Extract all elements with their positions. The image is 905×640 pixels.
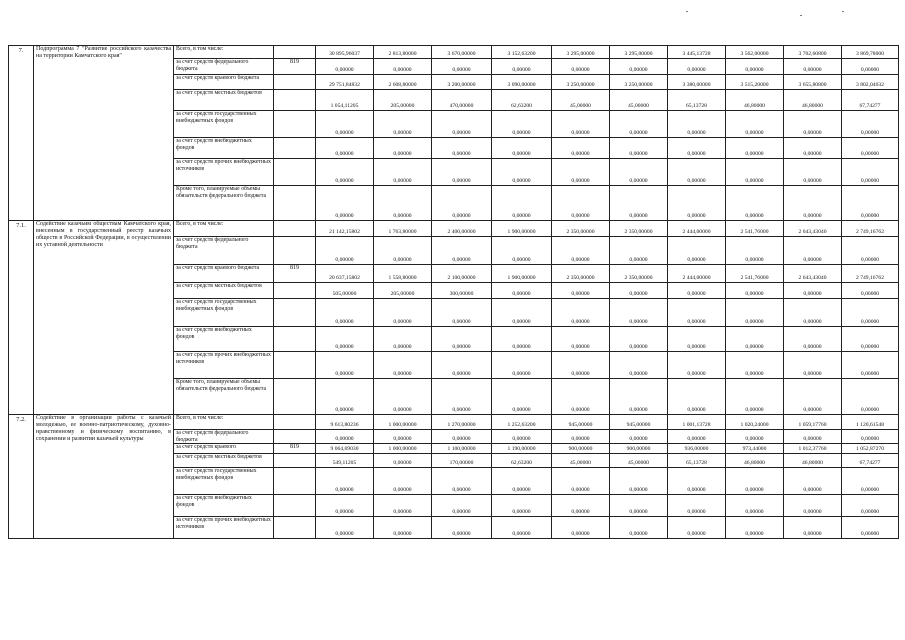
amount-cell: 3 515,20000: [726, 75, 784, 90]
amount-cell: 0,00000: [726, 352, 784, 379]
amount-cell: 0,00000: [784, 299, 842, 327]
amount-cell: 0,00000: [610, 159, 668, 186]
amount-cell: 0,00000: [784, 327, 842, 352]
funding-source: за счет средств местных бюджетов: [174, 454, 274, 468]
funding-source: за счет средств государственных внебюджетных фондов: [174, 299, 274, 327]
budget-code-cell: [274, 444, 316, 454]
amount-cell: 0,00000: [316, 352, 374, 379]
amount-cell: 0,00000: [610, 111, 668, 138]
amount-cell: 0,00000: [552, 430, 610, 444]
amount-cell: 0,00000: [552, 299, 610, 327]
amount-cell: 2 444,00000: [668, 265, 726, 283]
amount-cell: 0,00000: [726, 186, 784, 221]
amount-cell: 0,00000: [668, 138, 726, 159]
amount-cell: 0,00000: [784, 468, 842, 495]
amount-cell: 1 900,00000: [492, 265, 552, 283]
amount-cell: 0,00000: [374, 237, 432, 265]
amount-cell: 0,00000: [432, 430, 492, 444]
budget-code-cell: [274, 327, 316, 352]
amount-cell: 0,00000: [432, 352, 492, 379]
amount-cell: 0,00000: [492, 138, 552, 159]
amount-cell: 0,00000: [668, 237, 726, 265]
amount-cell: 0,00000: [842, 299, 899, 327]
amount-cell: 2 608,80000: [374, 75, 432, 90]
budget-code-cell: [274, 111, 316, 138]
amount-cell: 2 541,76000: [726, 265, 784, 283]
funding-source: за счет средств государственных внебюджетных фондов: [174, 111, 274, 138]
amount-cell: 0,00000: [610, 283, 668, 299]
amount-cell: 0,00000: [432, 379, 492, 415]
amount-cell: 0,00000: [726, 299, 784, 327]
amount-cell: 20 637,15802: [316, 265, 374, 283]
amount-cell: 0,00000: [610, 517, 668, 539]
amount-cell: 0,00000: [552, 468, 610, 495]
amount-cell: 0,00000: [374, 430, 432, 444]
amount-cell: 1 120,61548: [842, 415, 899, 430]
program-name: Содействие в организации работы с казачьей молодежью, ее военно-патриотическому, духовно-нравственному и физическому воспитанию, в сохранении и развитии казачьей культуры: [34, 415, 174, 539]
amount-cell: 0,00000: [610, 495, 668, 517]
scan-speck: [800, 15, 802, 16]
amount-cell: 2 643,43040: [784, 221, 842, 237]
amount-cell: 2 100,00000: [432, 265, 492, 283]
amount-cell: 1 052,87270: [842, 444, 899, 454]
budget-code: 819: [290, 265, 299, 271]
amount-cell: 3 295,00000: [552, 46, 610, 59]
amount-cell: 0,00000: [784, 283, 842, 299]
budget-code-cell: [274, 237, 316, 265]
amount-cell: 0,00000: [552, 352, 610, 379]
amount-cell: 936,00000: [668, 444, 726, 454]
amount-cell: 0,00000: [316, 111, 374, 138]
funding-source: за счет средств краевого бюджета: [174, 265, 274, 283]
amount-cell: 1 270,00000: [432, 415, 492, 430]
funding-source: за счет средств прочих внебюджетных источников: [174, 159, 274, 186]
amount-cell: 0,00000: [316, 237, 374, 265]
amount-cell: 0,00000: [726, 138, 784, 159]
amount-cell: 0,00000: [552, 186, 610, 221]
amount-cell: 1 190,00000: [492, 444, 552, 454]
amount-cell: 0,00000: [610, 379, 668, 415]
amount-cell: 0,00000: [552, 237, 610, 265]
amount-cell: 1 020,24000: [726, 415, 784, 430]
amount-cell: 0,00000: [316, 468, 374, 495]
funding-source: за счет средств федерального бюджета: [174, 430, 274, 444]
amount-cell: 0,00000: [726, 59, 784, 75]
amount-cell: 0,00000: [610, 327, 668, 352]
amount-cell: 0,00000: [842, 237, 899, 265]
amount-cell: 205,00000: [374, 90, 432, 111]
amount-cell: 1 054,11205: [316, 90, 374, 111]
amount-cell: 0,00000: [492, 495, 552, 517]
amount-cell: 0,00000: [842, 186, 899, 221]
amount-cell: 0,00000: [492, 327, 552, 352]
amount-cell: 45,00000: [552, 454, 610, 468]
budget-code-cell: [274, 159, 316, 186]
amount-cell: 170,00000: [432, 454, 492, 468]
amount-cell: 2 749,16762: [842, 221, 899, 237]
amount-cell: 505,00000: [316, 283, 374, 299]
amount-cell: 3 655,80800: [784, 75, 842, 90]
amount-cell: 0,00000: [316, 379, 374, 415]
amount-cell: 0,00000: [668, 430, 726, 444]
amount-cell: 0,00000: [784, 186, 842, 221]
funding-source: за счет средств краевого бюджета: [174, 75, 274, 90]
amount-cell: 0,00000: [842, 159, 899, 186]
budget-sheet: [8, 45, 898, 539]
amount-cell: 205,00000: [374, 283, 432, 299]
amount-cell: 30 895,96037: [316, 46, 374, 59]
budget-code-cell: [274, 46, 316, 59]
amount-cell: 29 751,84832: [316, 75, 374, 90]
amount-cell: 0,00000: [492, 283, 552, 299]
amount-cell: 0,00000: [668, 517, 726, 539]
amount-cell: 2 643,43040: [784, 265, 842, 283]
funding-source: Всего, в том числе:: [174, 415, 274, 430]
amount-cell: 0,00000: [668, 159, 726, 186]
amount-cell: 46,80000: [726, 454, 784, 468]
amount-cell: 0,00000: [374, 379, 432, 415]
amount-cell: 470,00000: [432, 90, 492, 111]
amount-cell: 0,00000: [610, 352, 668, 379]
amount-cell: 0,00000: [374, 111, 432, 138]
funding-source: Всего, в том числе:: [174, 46, 274, 59]
funding-source: за счет средств федерального бюджета: [174, 59, 274, 75]
budget-code: 819: [290, 444, 299, 450]
amount-cell: 65,13728: [668, 454, 726, 468]
amount-cell: 3 562,00000: [726, 46, 784, 59]
amount-cell: 973,44000: [726, 444, 784, 454]
amount-cell: 2 350,00000: [552, 221, 610, 237]
amount-cell: 21 142,15802: [316, 221, 374, 237]
amount-cell: 46,80000: [784, 454, 842, 468]
amount-cell: 3 445,13728: [668, 46, 726, 59]
amount-cell: 3 250,00000: [552, 75, 610, 90]
amount-cell: 0,00000: [726, 327, 784, 352]
scan-speck: [686, 11, 688, 12]
amount-cell: 0,00000: [374, 186, 432, 221]
amount-cell: 0,00000: [668, 379, 726, 415]
budget-code-cell: [274, 430, 316, 444]
amount-cell: 0,00000: [432, 237, 492, 265]
amount-cell: 0,00000: [316, 495, 374, 517]
amount-cell: 0,00000: [432, 468, 492, 495]
amount-cell: 1 900,00000: [492, 221, 552, 237]
amount-cell: 0,00000: [492, 468, 552, 495]
funding-source: за счет средств внебюджетных фондов: [174, 138, 274, 159]
amount-cell: 3 250,00000: [610, 75, 668, 90]
funding-source: за счет средств прочих внебюджетных источников: [174, 352, 274, 379]
budget-code-cell: [274, 468, 316, 495]
amount-cell: 45,00000: [610, 454, 668, 468]
amount-cell: 0,00000: [842, 495, 899, 517]
amount-cell: 0,00000: [784, 159, 842, 186]
amount-cell: 1 000,00000: [374, 444, 432, 454]
amount-cell: 3 090,00000: [492, 75, 552, 90]
amount-cell: 0,00000: [552, 59, 610, 75]
funding-source: за счет средств местных бюджетов: [174, 283, 274, 299]
amount-cell: 1 100,00000: [432, 444, 492, 454]
amount-cell: 2 541,76000: [726, 221, 784, 237]
amount-cell: 0,00000: [842, 111, 899, 138]
amount-cell: 0,00000: [726, 237, 784, 265]
amount-cell: 0,00000: [374, 299, 432, 327]
amount-cell: 0,00000: [726, 379, 784, 415]
amount-cell: 0,00000: [784, 237, 842, 265]
amount-cell: 0,00000: [726, 468, 784, 495]
program-name: Содействие казачьим обществам Камчатского края, внесенным в государственный реестр казачьих обществ в Российской Федерации, в осуществлении их уставной деятельности: [34, 221, 174, 415]
row-number: 7.1.: [9, 221, 34, 415]
amount-cell: 0,00000: [492, 237, 552, 265]
amount-cell: 0,00000: [316, 138, 374, 159]
amount-cell: 0,00000: [668, 468, 726, 495]
amount-cell: 3 869,78000: [842, 46, 899, 59]
row-number: 7.2.: [9, 415, 34, 539]
budget-code-cell: [274, 517, 316, 539]
amount-cell: 0,00000: [784, 379, 842, 415]
amount-cell: 1 763,80000: [374, 221, 432, 237]
amount-cell: 1 252,63200: [492, 415, 552, 430]
amount-cell: 0,00000: [668, 59, 726, 75]
budget-code-cell: [274, 283, 316, 299]
funding-source: за счет средств государственных внебюджетных фондов: [174, 468, 274, 495]
amount-cell: 0,00000: [610, 468, 668, 495]
amount-cell: 0,00000: [668, 111, 726, 138]
amount-cell: 945,00000: [610, 415, 668, 430]
amount-cell: 0,00000: [784, 352, 842, 379]
amount-cell: 0,00000: [668, 352, 726, 379]
amount-cell: 0,00000: [432, 138, 492, 159]
amount-cell: 0,00000: [668, 495, 726, 517]
amount-cell: 0,00000: [842, 379, 899, 415]
amount-cell: 0,00000: [374, 495, 432, 517]
amount-cell: 0,00000: [610, 59, 668, 75]
scan-speck: [842, 11, 844, 12]
amount-cell: 0,00000: [432, 495, 492, 517]
amount-cell: 0,00000: [726, 495, 784, 517]
amount-cell: 0,00000: [726, 159, 784, 186]
amount-cell: 900,00000: [552, 444, 610, 454]
program-name: Подпрограмма 7 "Развитие российского казачества на территории Камчатского края": [34, 46, 174, 221]
amount-cell: 0,00000: [784, 59, 842, 75]
budget-code-cell: [274, 90, 316, 111]
budget-code: 819: [290, 59, 299, 65]
amount-cell: 0,00000: [668, 186, 726, 221]
budget-code-cell: [274, 415, 316, 430]
amount-cell: 2 813,80000: [374, 46, 432, 59]
funding-source: Кроме того, планируемые объемы обязательств федерального бюджета: [174, 186, 274, 221]
amount-cell: 0,00000: [552, 517, 610, 539]
amount-cell: 0,00000: [784, 111, 842, 138]
funding-source: Кроме того, планируемые объемы обязательств федерального бюджета: [174, 379, 274, 415]
amount-cell: 1 000,00000: [374, 415, 432, 430]
amount-cell: 9 064,69030: [316, 444, 374, 454]
amount-cell: 2 350,00000: [610, 265, 668, 283]
amount-cell: 0,00000: [374, 159, 432, 186]
amount-cell: 2 350,00000: [610, 221, 668, 237]
amount-cell: 0,00000: [374, 352, 432, 379]
budget-code-cell: [274, 379, 316, 415]
amount-cell: 0,00000: [374, 468, 432, 495]
amount-cell: 0,00000: [610, 186, 668, 221]
amount-cell: 1 012,37760: [784, 444, 842, 454]
amount-cell: 0,00000: [842, 352, 899, 379]
amount-cell: 67,74277: [842, 454, 899, 468]
budget-code-cell: [274, 352, 316, 379]
amount-cell: 0,00000: [316, 430, 374, 444]
amount-cell: 0,00000: [492, 159, 552, 186]
amount-cell: 0,00000: [784, 517, 842, 539]
amount-cell: 67,74277: [842, 90, 899, 111]
amount-cell: 0,00000: [842, 283, 899, 299]
amount-cell: 0,00000: [492, 430, 552, 444]
amount-cell: 0,00000: [552, 379, 610, 415]
amount-cell: 65,13728: [668, 90, 726, 111]
amount-cell: 900,00000: [610, 444, 668, 454]
amount-cell: 0,00000: [374, 454, 432, 468]
table-row: [9, 46, 899, 59]
amount-cell: 45,00000: [610, 90, 668, 111]
amount-cell: 0,00000: [552, 138, 610, 159]
amount-cell: 0,00000: [726, 517, 784, 539]
amount-cell: 0,00000: [492, 299, 552, 327]
amount-cell: 0,00000: [668, 327, 726, 352]
amount-cell: 0,00000: [316, 59, 374, 75]
amount-cell: 3 670,00000: [432, 46, 492, 59]
amount-cell: 0,00000: [842, 59, 899, 75]
amount-cell: 0,00000: [374, 327, 432, 352]
budget-code-cell: [274, 454, 316, 468]
amount-cell: 2 400,00000: [432, 221, 492, 237]
funding-source: за счет средств местных бюджетов: [174, 90, 274, 111]
budget-code-cell: [274, 265, 316, 283]
amount-cell: 0,00000: [552, 283, 610, 299]
amount-cell: 0,00000: [316, 517, 374, 539]
amount-cell: 1 059,17760: [784, 415, 842, 430]
amount-cell: 62,63200: [492, 454, 552, 468]
funding-source: за счет средств федерального бюджета: [174, 237, 274, 265]
funding-source: Всего, в том числе:: [174, 221, 274, 237]
funding-source: за счет средств прочих внебюджетных источников: [174, 517, 274, 539]
amount-cell: 0,00000: [432, 327, 492, 352]
table-row: [9, 221, 899, 237]
budget-code-cell: [274, 299, 316, 327]
amount-cell: 3 380,00000: [668, 75, 726, 90]
amount-cell: 0,00000: [726, 111, 784, 138]
amount-cell: 3 702,60800: [784, 46, 842, 59]
amount-cell: 9 613,80236: [316, 415, 374, 430]
amount-cell: 0,00000: [316, 186, 374, 221]
amount-cell: 0,00000: [316, 327, 374, 352]
amount-cell: 45,00000: [552, 90, 610, 111]
amount-cell: 0,00000: [432, 299, 492, 327]
amount-cell: 0,00000: [374, 517, 432, 539]
amount-cell: 0,00000: [784, 430, 842, 444]
funding-source: за счет средств внебюджетных фондов: [174, 495, 274, 517]
amount-cell: 1 558,80000: [374, 265, 432, 283]
amount-cell: 0,00000: [842, 327, 899, 352]
amount-cell: 0,00000: [374, 59, 432, 75]
amount-cell: 0,00000: [432, 159, 492, 186]
budget-table-body: [9, 46, 899, 539]
funding-source: за счет средств внебюджетных фондов: [174, 327, 274, 352]
amount-cell: 1 001,13728: [668, 415, 726, 430]
amount-cell: 0,00000: [610, 138, 668, 159]
amount-cell: 0,00000: [610, 299, 668, 327]
amount-cell: 0,00000: [784, 495, 842, 517]
amount-cell: 0,00000: [552, 495, 610, 517]
amount-cell: 0,00000: [668, 299, 726, 327]
funding-source: за счет средств краевого: [174, 444, 274, 454]
amount-cell: 3 802,04032: [842, 75, 899, 90]
budget-table: [8, 45, 899, 539]
amount-cell: 0,00000: [492, 186, 552, 221]
budget-code-cell: [274, 75, 316, 90]
amount-cell: 0,00000: [726, 283, 784, 299]
amount-cell: 2 350,00000: [552, 265, 610, 283]
amount-cell: 0,00000: [668, 283, 726, 299]
amount-cell: 3 295,00000: [610, 46, 668, 59]
row-number: 7.: [9, 46, 34, 221]
amount-cell: 2 444,00000: [668, 221, 726, 237]
budget-code-cell: [274, 186, 316, 221]
amount-cell: 0,00000: [552, 159, 610, 186]
budget-code-cell: [274, 221, 316, 237]
amount-cell: 0,00000: [842, 517, 899, 539]
amount-cell: 2 749,16762: [842, 265, 899, 283]
amount-cell: 0,00000: [492, 517, 552, 539]
amount-cell: 46,80000: [726, 90, 784, 111]
amount-cell: 0,00000: [610, 237, 668, 265]
amount-cell: 0,00000: [842, 468, 899, 495]
amount-cell: 0,00000: [492, 352, 552, 379]
amount-cell: 0,00000: [432, 186, 492, 221]
amount-cell: 0,00000: [842, 430, 899, 444]
budget-code-cell: [274, 59, 316, 75]
budget-code-cell: [274, 495, 316, 517]
amount-cell: 0,00000: [784, 138, 842, 159]
amount-cell: 3 200,00000: [432, 75, 492, 90]
amount-cell: 0,00000: [316, 159, 374, 186]
amount-cell: 0,00000: [432, 59, 492, 75]
table-row: [9, 415, 899, 430]
amount-cell: 0,00000: [610, 430, 668, 444]
amount-cell: 0,00000: [552, 111, 610, 138]
amount-cell: 0,00000: [492, 111, 552, 138]
budget-code-cell: [274, 138, 316, 159]
amount-cell: 0,00000: [492, 379, 552, 415]
amount-cell: 945,00000: [552, 415, 610, 430]
amount-cell: 0,00000: [316, 299, 374, 327]
amount-cell: 0,00000: [432, 517, 492, 539]
amount-cell: 0,00000: [552, 327, 610, 352]
amount-cell: 46,80000: [784, 90, 842, 111]
amount-cell: 0,00000: [726, 430, 784, 444]
amount-cell: 0,00000: [492, 59, 552, 75]
amount-cell: 62,63200: [492, 90, 552, 111]
amount-cell: 300,00000: [432, 283, 492, 299]
amount-cell: 549,11205: [316, 454, 374, 468]
amount-cell: 3 152,63200: [492, 46, 552, 59]
amount-cell: 0,00000: [374, 138, 432, 159]
amount-cell: 0,00000: [432, 111, 492, 138]
amount-cell: 0,00000: [842, 138, 899, 159]
